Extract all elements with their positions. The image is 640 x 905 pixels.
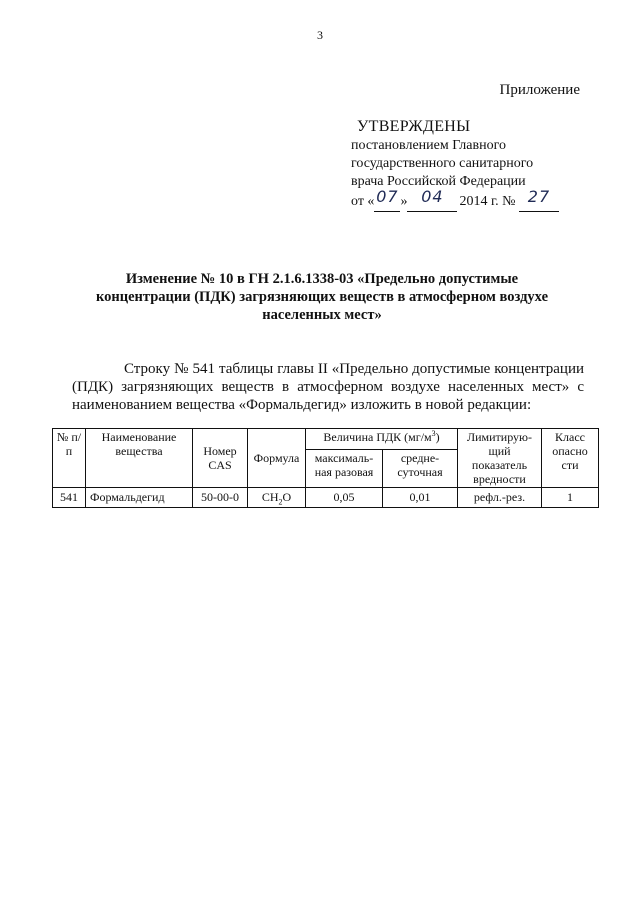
- header-num: № п/п: [53, 429, 86, 488]
- table-header-row-1: [53, 429, 599, 450]
- approval-date-line: [351, 187, 591, 212]
- header-name: Наименование вещества: [86, 429, 193, 488]
- formula-main: CH: [261, 490, 279, 504]
- page-number: 3: [317, 28, 323, 42]
- body-paragraph: Строку № 541 таблицы главы II «Предельно допустимые концентрации (ПДК) загрязняющих веществ в атмосферном воздухе населенных мест» с наименованием вещества «Формальдегид» изложить в новой редакции:: [72, 361, 584, 413]
- date-month-field: [407, 187, 457, 212]
- header-limiting: Лимитирую-щий показатель вредности: [458, 429, 542, 488]
- cell-limiting: рефл.-рез.: [458, 488, 542, 508]
- date-quote-close: »: [400, 194, 408, 209]
- cell-hazard-class: 1: [542, 488, 599, 508]
- handwritten-number: 27: [527, 187, 551, 206]
- header-hazard-class: Класс опасно сти: [542, 429, 599, 488]
- cell-daily-avg: 0,01: [383, 488, 458, 508]
- cell-cas: 50-00-0: [193, 488, 248, 508]
- approval-line-2: государственного санитарного: [351, 156, 534, 171]
- approval-line-1: постановлением Главного: [351, 138, 506, 153]
- approval-title: УТВЕРЖДЕНЫ: [357, 118, 471, 135]
- cell-max-single: 0,05: [306, 488, 383, 508]
- date-prefix: от «: [351, 194, 375, 209]
- approval-line-3: врача Российской Федерации: [351, 174, 526, 189]
- date-day-field: [374, 187, 400, 212]
- pdk-group-suffix: ): [435, 430, 440, 444]
- header-max-single: максималь-ная разовая: [306, 449, 383, 487]
- title-line-2: концентрации (ПДК) загрязняющих веществ в атмосферном воздухе: [96, 289, 548, 305]
- header-cas: Номер CAS: [193, 429, 248, 488]
- formula-end: O: [282, 490, 292, 504]
- document-title: [92, 270, 552, 324]
- handwritten-month: 04: [421, 187, 444, 206]
- header-formula: Формула: [248, 429, 306, 488]
- header-pdk-group: [306, 429, 458, 450]
- title-line-3: населенных мест»: [262, 307, 382, 323]
- formula-sub: 2: [278, 497, 283, 507]
- cell-name: Формальдегид: [86, 488, 193, 508]
- header-daily-avg: средне-суточная: [383, 449, 458, 487]
- approval-block: [351, 118, 591, 212]
- pdk-group-prefix: Величина ПДК (мг/м: [323, 430, 432, 444]
- table-row: [53, 488, 599, 508]
- decree-number-field: [519, 187, 559, 212]
- cell-num: 541: [53, 488, 86, 508]
- handwritten-day: 07: [376, 187, 399, 206]
- title-line-1: Изменение № 10 в ГН 2.1.6.1338-03 «Предельно допустимые: [125, 271, 519, 287]
- pdk-table: [52, 428, 599, 508]
- date-year-text: 2014 г. №: [459, 194, 516, 209]
- pdk-group-sup: 3: [431, 429, 436, 438]
- appendix-label: Приложение: [499, 82, 580, 98]
- cell-formula: [248, 488, 306, 508]
